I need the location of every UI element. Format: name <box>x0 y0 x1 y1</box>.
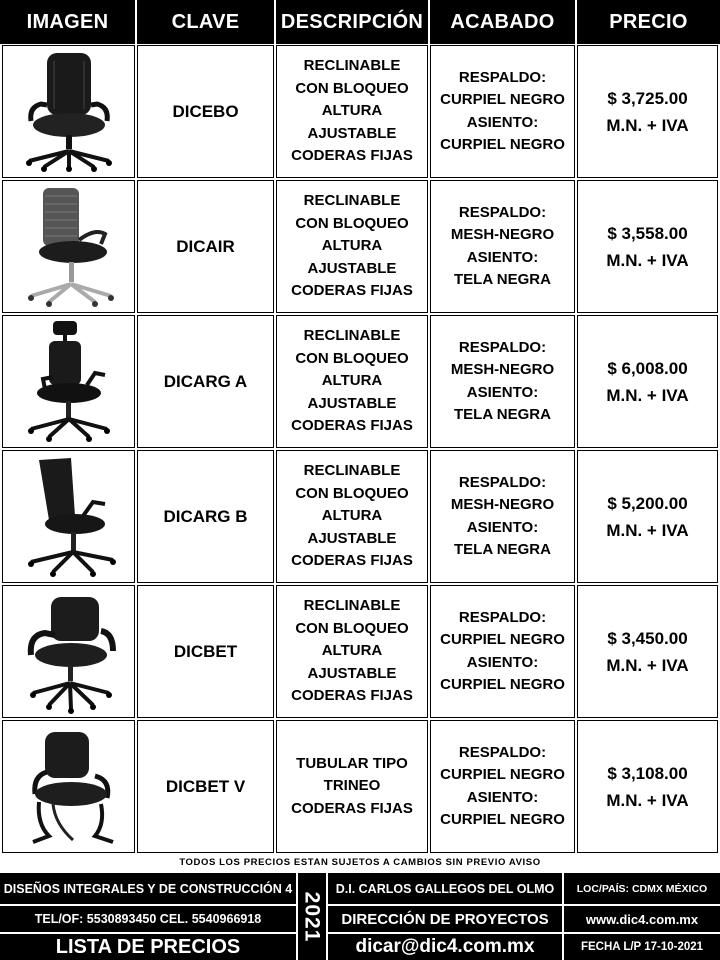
list-date: FECHA L/P 17-10-2021 <box>580 941 704 953</box>
image-cell <box>2 450 135 583</box>
precio-cell: $ 3,108.00 M.N. + IVA <box>577 720 718 853</box>
contact-person: D.I. CARLOS GALLEGOS DEL OLMO <box>335 881 555 896</box>
clave-cell: DICARG B <box>137 450 274 583</box>
task-chair-icon <box>9 589 129 714</box>
descripcion-cell: RECLINABLE CON BLOQUEO ALTURA AJUSTABLE CODERAS FIJAS <box>276 315 428 448</box>
price-notice: TODOS LOS PRECIOS ESTAN SUJETOS A CAMBIOS SIN PREVIO AVISO <box>179 857 541 868</box>
acabado-cell: RESPALDO: MESH-NEGRO ASIENTO: TELA NEGRA <box>430 450 575 583</box>
table-row <box>0 179 720 314</box>
precio-cell: $ 5,200.00 M.N. + IVA <box>577 450 718 583</box>
precio-cell: $ 3,725.00 M.N. + IVA <box>577 45 718 178</box>
table-row <box>0 584 720 719</box>
table-row <box>0 449 720 584</box>
footer <box>0 873 720 960</box>
mesh-chair-icon <box>9 184 129 309</box>
table-row <box>0 719 720 854</box>
table-row <box>0 44 720 179</box>
location: LOC/PAÍS: CDMX MÉXICO <box>576 882 708 895</box>
price-list-title: LISTA DE PRECIOS <box>55 935 241 958</box>
clave-cell: DICEBO <box>137 45 274 178</box>
acabado-cell: RESPALDO: CURPIEL NEGRO ASIENTO: CURPIEL NEGRO <box>430 720 575 853</box>
ergonomic-chair-icon <box>9 454 129 579</box>
department: DIRECCIÓN DE PROYECTOS <box>341 910 549 928</box>
acabado-cell: RESPALDO: MESH-NEGRO ASIENTO: TELA NEGRA <box>430 315 575 448</box>
header-acabado: ACABADO <box>430 0 577 44</box>
table-row <box>0 314 720 449</box>
table-header <box>0 0 720 44</box>
descripcion-cell: RECLINABLE CON BLOQUEO ALTURA AJUSTABLE CODERAS FIJAS <box>276 45 428 178</box>
image-cell <box>2 315 135 448</box>
image-cell <box>2 180 135 313</box>
clave-cell: DICBET <box>137 585 274 718</box>
descripcion-cell: RECLINABLE CON BLOQUEO ALTURA AJUSTABLE CODERAS FIJAS <box>276 180 428 313</box>
precio-cell: $ 6,008.00 M.N. + IVA <box>577 315 718 448</box>
website-link[interactable]: www.dic4.com.mx <box>585 911 699 927</box>
acabado-cell: RESPALDO: MESH-NEGRO ASIENTO: TELA NEGRA <box>430 180 575 313</box>
precio-cell: $ 3,450.00 M.N. + IVA <box>577 585 718 718</box>
precio-cell: $ 3,558.00 M.N. + IVA <box>577 180 718 313</box>
sled-base-chair-icon <box>9 724 129 849</box>
year-label: 2021 <box>300 891 323 942</box>
descripcion-cell: TUBULAR TIPO TRINEO CODERAS FIJAS <box>276 720 428 853</box>
descripcion-cell: RECLINABLE CON BLOQUEO ALTURA AJUSTABLE CODERAS FIJAS <box>276 450 428 583</box>
acabado-cell: RESPALDO: CURPIEL NEGRO ASIENTO: CURPIEL NEGRO <box>430 585 575 718</box>
header-clave: CLAVE <box>137 0 276 44</box>
descripcion-cell: RECLINABLE CON BLOQUEO ALTURA AJUSTABLE CODERAS FIJAS <box>276 585 428 718</box>
image-cell <box>2 585 135 718</box>
header-precio: PRECIO <box>577 0 720 44</box>
email-link[interactable]: dicar@dic4.com.mx <box>355 936 535 957</box>
image-cell <box>2 720 135 853</box>
ergonomic-chair-headrest-icon <box>9 319 129 444</box>
company-name: DISEÑOS INTEGRALES Y DE CONSTRUCCIÓN 4 <box>3 881 293 896</box>
acabado-cell: RESPALDO: CURPIEL NEGRO ASIENTO: CURPIEL NEGRO <box>430 45 575 178</box>
clave-cell: DICBET V <box>137 720 274 853</box>
image-cell <box>2 45 135 178</box>
executive-chair-icon <box>9 49 129 174</box>
phone-numbers: TEL/OF: 5530893450 CEL. 5540966918 <box>34 912 262 926</box>
header-imagen: IMAGEN <box>0 0 137 44</box>
clave-cell: DICARG A <box>137 315 274 448</box>
header-descripcion: DESCRIPCIÓN <box>276 0 430 44</box>
clave-cell: DICAIR <box>137 180 274 313</box>
